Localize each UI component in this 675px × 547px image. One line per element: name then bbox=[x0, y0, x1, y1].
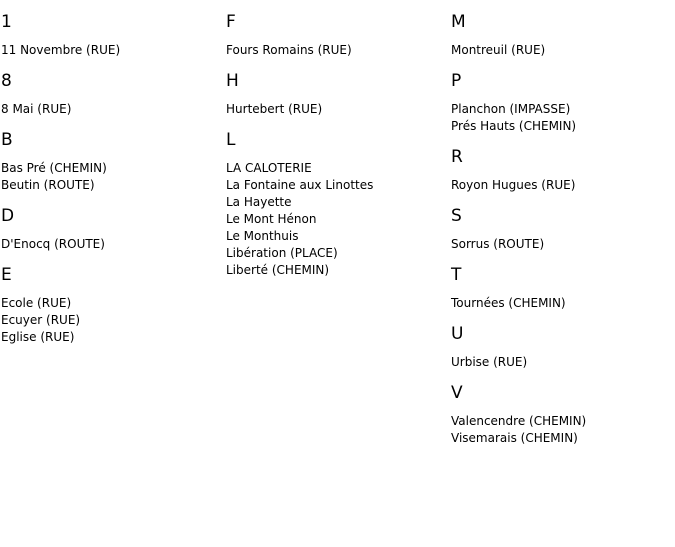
street-link[interactable]: Eglise (RUE) bbox=[1, 330, 75, 344]
letter-heading: U bbox=[451, 324, 464, 344]
street-link[interactable]: 8 Mai (RUE) bbox=[1, 102, 72, 116]
letter-heading: E bbox=[1, 265, 12, 285]
street-link[interactable]: Visemarais (CHEMIN) bbox=[451, 431, 578, 445]
letter-heading: M bbox=[451, 12, 466, 32]
street-link[interactable]: Prés Hauts (CHEMIN) bbox=[451, 119, 577, 133]
street-link[interactable]: Valencendre (CHEMIN) bbox=[451, 414, 587, 428]
letter-heading: 8 bbox=[1, 71, 12, 91]
street-link[interactable]: Sorrus (ROUTE) bbox=[451, 237, 545, 251]
letter-group-d bbox=[1, 206, 221, 253]
letter-group-l bbox=[226, 130, 446, 279]
letter-heading: F bbox=[226, 12, 236, 32]
letter-group-8 bbox=[1, 71, 221, 118]
street-index-column-2 bbox=[226, 0, 446, 291]
letter-heading: H bbox=[226, 71, 239, 91]
street-index-column-1 bbox=[1, 0, 221, 358]
letter-group-b bbox=[1, 130, 221, 194]
street-link[interactable]: D'Enocq (ROUTE) bbox=[1, 237, 105, 251]
letter-group-h bbox=[226, 71, 446, 118]
street-link[interactable]: Ecuyer (RUE) bbox=[1, 313, 81, 327]
street-link[interactable]: Hurtebert (RUE) bbox=[226, 102, 323, 116]
letter-heading: T bbox=[451, 265, 462, 285]
letter-heading: V bbox=[451, 383, 463, 403]
street-link[interactable]: Beutin (ROUTE) bbox=[1, 178, 95, 192]
letter-heading: P bbox=[451, 71, 462, 91]
letter-group-u bbox=[451, 324, 671, 371]
letter-heading: S bbox=[451, 206, 462, 226]
letter-heading: B bbox=[1, 130, 13, 150]
letter-heading: 1 bbox=[1, 12, 12, 32]
street-link[interactable]: La Hayette bbox=[226, 195, 292, 209]
letter-group-r bbox=[451, 147, 671, 194]
street-link[interactable]: 11 Novembre (RUE) bbox=[1, 43, 121, 57]
street-link[interactable]: Libération (PLACE) bbox=[226, 246, 338, 260]
street-link[interactable]: LA CALOTERIE bbox=[226, 161, 312, 175]
letter-heading: R bbox=[451, 147, 463, 167]
letter-group-m bbox=[451, 12, 671, 59]
street-link[interactable]: Tournées (CHEMIN) bbox=[451, 296, 566, 310]
letter-group-1 bbox=[1, 12, 221, 59]
street-link[interactable]: Liberté (CHEMIN) bbox=[226, 263, 330, 277]
letter-group-e bbox=[1, 265, 221, 346]
street-link[interactable]: Fours Romains (RUE) bbox=[226, 43, 352, 57]
letter-group-s bbox=[451, 206, 671, 253]
letter-heading: D bbox=[1, 206, 15, 226]
street-link[interactable]: Montreuil (RUE) bbox=[451, 43, 546, 57]
street-link[interactable]: Ecole (RUE) bbox=[1, 296, 72, 310]
street-link[interactable]: Bas Pré (CHEMIN) bbox=[1, 161, 107, 175]
street-link[interactable]: Planchon (IMPASSE) bbox=[451, 102, 571, 116]
street-link[interactable]: Urbise (RUE) bbox=[451, 355, 528, 369]
street-link[interactable]: Le Monthuis bbox=[226, 229, 299, 243]
street-link[interactable]: La Fontaine aux Linottes bbox=[226, 178, 374, 192]
street-link[interactable]: Royon Hugues (RUE) bbox=[451, 178, 576, 192]
letter-group-t bbox=[451, 265, 671, 312]
letter-heading: L bbox=[226, 130, 236, 150]
street-index-column-3 bbox=[451, 0, 671, 459]
street-link[interactable]: Le Mont Hénon bbox=[226, 212, 317, 226]
letter-group-p bbox=[451, 71, 671, 135]
letter-group-f bbox=[226, 12, 446, 59]
letter-group-v bbox=[451, 383, 671, 447]
